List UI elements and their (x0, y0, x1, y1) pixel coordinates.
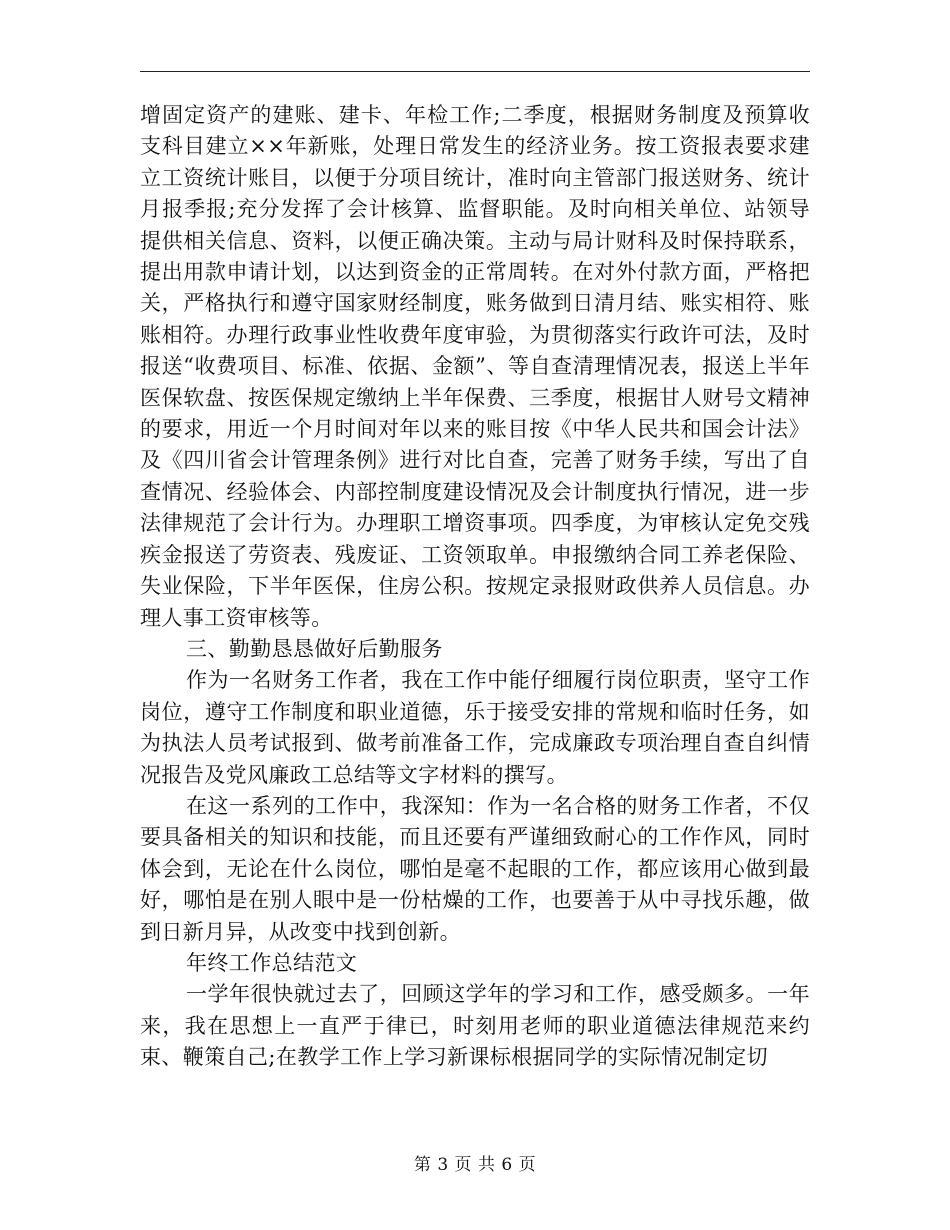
paragraph-reflection: 在这一系列的工作中，我深知：作为一名合格的财务工作者，不仅要具备相关的知识和技能，而且还要有严谨细致耐心的工作作风，同时体会到，无论在什么岗位，哪怕是毫不起眼的工作，都应该用心做到最好，哪怕是在别人眼中是一份枯燥的工作，也要善于从中寻找乐趣，做到日新月异，从改变中找到创新。 (140, 793, 810, 944)
paragraph-year-review: 一学年很快就过去了，回顾这学年的学习和工作，感受颇多。一年来，我在思想上一直严于律已，时刻用老师的职业道德法律规范来约束、鞭策自己;在教学工作上学习新课标根据同学的实际情况制定切 (140, 982, 810, 1070)
page-number-footer: 第 3 页 共 6 页 (413, 1155, 537, 1175)
document-body (140, 100, 810, 1074)
paragraph-duties: 作为一名财务工作者，我在工作中能仔细履行岗位职责，坚守工作岗位，遵守工作制度和职业道德，乐于接受安排的常规和临时任务，如为执法人员考试报到、做考前准备工作，完成廉政专项治理自查自纠情况报告及党风廉政工总结等文字材料的撰写。 (140, 668, 810, 787)
section-heading-three: 三、勤勤恳恳做好后勤服务 (186, 636, 443, 661)
section-heading-sample: 年终工作总结范文 (186, 950, 358, 975)
paragraph-continuation: 增固定资产的建账、建卡、年检工作;二季度，根据财务制度及预算收支科目建立××年新账，处理日常发生的经济业务。按工资报表要求建立工资统计账目，以便于分项目统计，准时向主管部门报送财务、统计月报季报;充分发挥了会计核算、监督职能。及时向相关单位、站领导提供相关信息、资料，以便正确决策。主动与局计财科及时保持联系，提出用款申请计划，以达到资金的正常周转。在对外付款方面，严格把关，严格执行和遵守国家财经制度，账务做到日清月结、账实相符、账账相符。办理行政事业性收费年度审验，为贯彻落实行政许可法，及时报送“收费项目、标准、依据、金额”、等自查清理情况表，报送上半年医保软盘、按医保规定缴纳上半年保费、三季度，根据甘人财号文精神的要求，用近一个月时间对年以来的账目按《中华人民共和国会计法》及《四川省会计管理条例》进行对比自查，完善了财务手续，写出了自查情况、经验体会、内部控制度建设情况及会计制度执行情况，进一步法律规范了会计行为。办理职工增资事项。四季度，为审核认定免交残疾金报送了劳资表、残废证、工资领取单。申报缴纳合同工养老保险、失业保险，下半年医保，住房公积。按规定录报财政供养人员信息。办理人事工资审核等。 (140, 103, 810, 630)
header-rule (140, 71, 810, 72)
